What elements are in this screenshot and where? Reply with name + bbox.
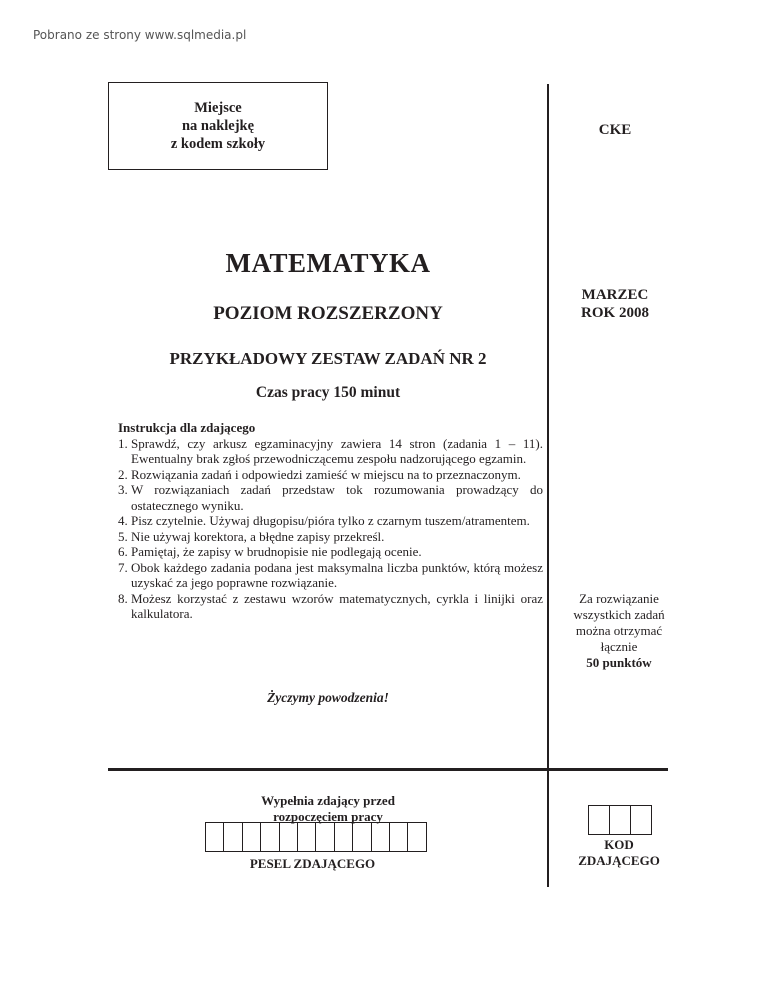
instructions-list — [118, 436, 543, 622]
vertical-divider — [547, 84, 549, 887]
instructions-title: Instrukcja dla zdającego — [118, 420, 256, 435]
exam-year: ROK 2008 — [581, 305, 649, 321]
instruction-text: Sprawdź, czy arkusz egzaminacyjny zawiera 14 stron (zadania 1 – 11). Ewentualny brak zgłoś przewodniczącemu zespołu nadzorującego egzamin. — [131, 435, 543, 466]
instruction-text: Nie używaj korektora, a błędne zapisy przekreśl. — [131, 528, 385, 544]
instruction-text: Możesz korzystać z zestawu wzorów matematycznych, cyrkla i linijki oraz kalkulatora. — [131, 590, 543, 621]
pesel-digit-box[interactable] — [352, 822, 371, 852]
instruction-number: 6. — [118, 544, 128, 559]
fill-before-line-2: rozpoczęciem pracy — [273, 809, 383, 824]
instruction-item — [118, 560, 543, 591]
kod-digit-box[interactable] — [609, 805, 631, 835]
exam-date — [560, 286, 670, 322]
instruction-text: Obok każdego zadania podana jest maksymalna liczba punktów, którą możesz uzyskać za jego poprawne rozwiązanie. — [131, 559, 543, 590]
points-line-3: można otrzymać — [575, 623, 663, 638]
instruction-item — [118, 482, 543, 513]
pesel-digit-box[interactable] — [315, 822, 334, 852]
pesel-digit-box[interactable] — [205, 822, 224, 852]
exam-title: MATEMATYKA — [225, 248, 431, 278]
points-line-1: Za rozwiązanie — [579, 591, 659, 606]
horizontal-divider — [108, 768, 668, 771]
kod-digit-box[interactable] — [630, 805, 652, 835]
instruction-number: 1. — [118, 435, 128, 451]
pesel-digit-box[interactable] — [242, 822, 261, 852]
pesel-digit-box[interactable] — [260, 822, 279, 852]
fill-before-note — [210, 793, 446, 825]
exam-level: POZIOM ROZSZERZONY — [213, 303, 443, 324]
pesel-digit-box[interactable] — [297, 822, 316, 852]
sticker-line-2: na naklejkę — [181, 118, 255, 134]
kod-label-line-2: ZDAJĄCEGO — [578, 853, 660, 868]
pesel-digit-box[interactable] — [223, 822, 242, 852]
instruction-item — [118, 436, 543, 467]
pesel-digit-box[interactable] — [334, 822, 353, 852]
pesel-digit-box[interactable] — [371, 822, 390, 852]
points-line-4: łącznie — [600, 639, 638, 654]
pesel-digit-box[interactable] — [389, 822, 408, 852]
pesel-label: PESEL ZDAJĄCEGO — [249, 856, 376, 871]
points-info — [560, 591, 678, 671]
pesel-input-boxes — [206, 822, 427, 852]
exam-set-title: PRZYKŁADOWY ZESTAW ZADAŃ NR 2 — [169, 349, 487, 368]
good-luck-text: Życzymy powodzenia! — [267, 690, 389, 705]
cke-label: CKE — [598, 122, 632, 138]
instruction-text: Pisz czytelnie. Używaj długopisu/pióra tylko z czarnym tuszem/atramentem. — [131, 513, 530, 528]
school-code-sticker-box — [108, 82, 328, 170]
source-url-text: Pobrano ze strony www.sqlmedia.pl — [33, 28, 247, 42]
sticker-line-1: Miejsce — [194, 100, 242, 116]
instruction-text: W rozwiązaniach zadań przedstaw tok rozumowania prowadzący do ostatecznego wyniku. — [131, 482, 543, 513]
exam-time: Czas pracy 150 minut — [255, 384, 401, 401]
kod-label — [560, 837, 678, 869]
points-total: 50 punktów — [586, 655, 652, 670]
instruction-item — [118, 529, 543, 545]
sticker-line-3: z kodem szkoły — [170, 136, 266, 152]
kod-digit-box[interactable] — [588, 805, 610, 835]
fill-before-line-1: Wypełnia zdający przed — [261, 793, 395, 808]
kod-input-boxes — [589, 805, 652, 835]
instruction-number: 8. — [118, 590, 128, 606]
instruction-text: Pamiętaj, że zapisy w brudnopisie nie podlegają ocenie. — [131, 544, 422, 559]
instruction-item — [118, 544, 543, 560]
instruction-number: 4. — [118, 513, 128, 528]
points-line-2: wszystkich zadań — [573, 607, 665, 622]
instructions — [118, 420, 543, 622]
pesel-digit-box[interactable] — [407, 822, 426, 852]
pesel-digit-box[interactable] — [279, 822, 298, 852]
instruction-item — [118, 467, 543, 483]
instruction-number: 7. — [118, 559, 128, 575]
instruction-number: 3. — [118, 482, 128, 497]
instruction-item — [118, 591, 543, 622]
kod-label-line-1: KOD — [604, 837, 634, 852]
instruction-item — [118, 513, 543, 529]
instruction-text: Rozwiązania zadań i odpowiedzi zamieść w miejscu na to przeznaczonym. — [131, 466, 521, 482]
instruction-number: 2. — [118, 466, 128, 482]
instruction-number: 5. — [118, 528, 128, 544]
exam-month: MARZEC — [581, 287, 649, 303]
